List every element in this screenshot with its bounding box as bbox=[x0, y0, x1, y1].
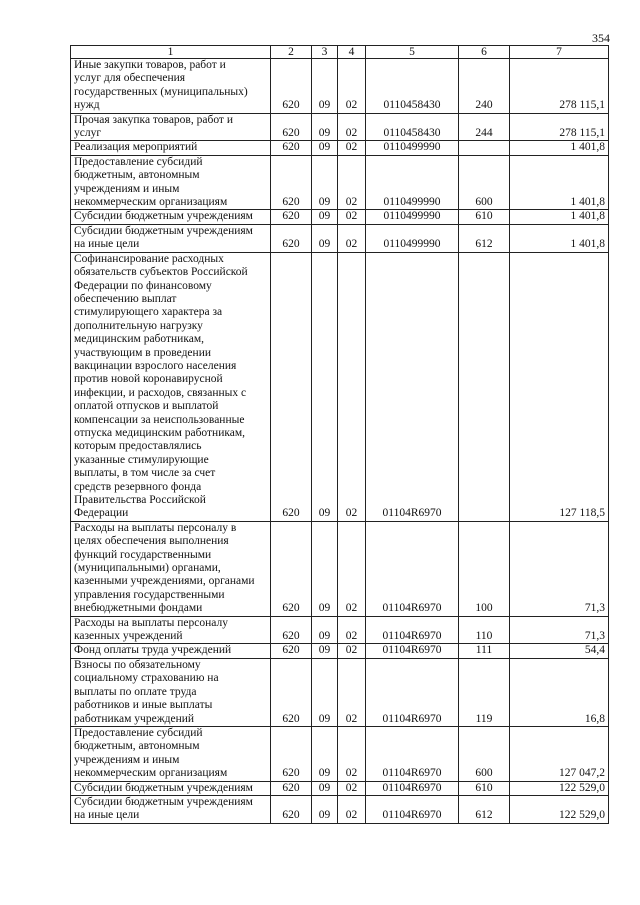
row-amount: 71,3 bbox=[510, 521, 609, 616]
row-grbs: 620 bbox=[271, 141, 312, 155]
row-section: 09 bbox=[312, 521, 338, 616]
row-expense-type bbox=[459, 141, 510, 155]
table-row bbox=[71, 252, 609, 521]
row-expense-type bbox=[459, 252, 510, 521]
table-row bbox=[71, 726, 609, 781]
row-target-code: 01104R6970 bbox=[366, 644, 459, 658]
column-header: 1 bbox=[71, 46, 271, 59]
row-expense-type: 610 bbox=[459, 210, 510, 224]
row-section: 09 bbox=[312, 224, 338, 252]
row-amount: 16,8 bbox=[510, 658, 609, 726]
row-expense-type: 100 bbox=[459, 521, 510, 616]
row-name: Реализация мероприятий bbox=[71, 141, 271, 155]
row-name: Предоставление субсидий бюджетным, автономным учреждениям и иным некоммерческим организациям bbox=[71, 155, 271, 210]
row-target-code: 0110499990 bbox=[366, 224, 459, 252]
row-expense-type: 612 bbox=[459, 795, 510, 823]
table-row bbox=[71, 616, 609, 644]
row-name: Фонд оплаты труда учреждений bbox=[71, 644, 271, 658]
row-target-code: 0110458430 bbox=[366, 113, 459, 141]
row-name: Софинансирование расходных обязательств субъектов Российской Федерации по финансовому обеспечению выплат стимулирующего характера за дополнительную нагрузку медицинским работникам, участвующим в проведении вакцинации взрослого населения против новой коронавирусной инфекции, и расходов, связанных с оплатой отпусков и выплатой компенсации за неиспользованные отпуска медицинским работникам, которым предоставлялись указанные стимулирующие выплаты, в том числе за счет средств резервного фонда Правительства Российской Федерации bbox=[71, 252, 271, 521]
budget-table bbox=[70, 45, 609, 824]
row-name: Взносы по обязательному социальному страхованию на выплаты по оплате труда работников и иные выплаты работникам учреждений bbox=[71, 658, 271, 726]
row-section: 09 bbox=[312, 795, 338, 823]
table-row bbox=[71, 781, 609, 795]
row-section: 09 bbox=[312, 644, 338, 658]
row-grbs: 620 bbox=[271, 795, 312, 823]
row-target-code: 0110458430 bbox=[366, 59, 459, 114]
row-subsection: 02 bbox=[338, 155, 366, 210]
row-section: 09 bbox=[312, 781, 338, 795]
row-target-code: 0110499990 bbox=[366, 210, 459, 224]
row-section: 09 bbox=[312, 59, 338, 114]
row-grbs: 620 bbox=[271, 252, 312, 521]
row-name: Прочая закупка товаров, работ и услуг bbox=[71, 113, 271, 141]
row-subsection: 02 bbox=[338, 59, 366, 114]
row-subsection: 02 bbox=[338, 795, 366, 823]
table-row bbox=[71, 658, 609, 726]
table-row bbox=[71, 521, 609, 616]
row-amount: 122 529,0 bbox=[510, 781, 609, 795]
row-grbs: 620 bbox=[271, 658, 312, 726]
table-row bbox=[71, 795, 609, 823]
page-number: 354 bbox=[592, 31, 610, 45]
row-name: Предоставление субсидий бюджетным, автономным учреждениям и иным некоммерческим организациям bbox=[71, 726, 271, 781]
row-expense-type: 119 bbox=[459, 658, 510, 726]
table-row bbox=[71, 113, 609, 141]
row-name: Субсидии бюджетным учреждениям bbox=[71, 210, 271, 224]
row-grbs: 620 bbox=[271, 59, 312, 114]
row-grbs: 620 bbox=[271, 726, 312, 781]
row-amount: 278 115,1 bbox=[510, 59, 609, 114]
row-section: 09 bbox=[312, 726, 338, 781]
row-amount: 127 118,5 bbox=[510, 252, 609, 521]
row-expense-type: 600 bbox=[459, 726, 510, 781]
row-grbs: 620 bbox=[271, 781, 312, 795]
row-section: 09 bbox=[312, 113, 338, 141]
row-expense-type: 240 bbox=[459, 59, 510, 114]
row-grbs: 620 bbox=[271, 521, 312, 616]
row-target-code: 01104R6970 bbox=[366, 781, 459, 795]
row-target-code: 01104R6970 bbox=[366, 252, 459, 521]
column-header: 5 bbox=[366, 46, 459, 59]
row-amount: 1 401,8 bbox=[510, 224, 609, 252]
row-name: Субсидии бюджетным учреждениям на иные цели bbox=[71, 795, 271, 823]
row-expense-type: 612 bbox=[459, 224, 510, 252]
row-grbs: 620 bbox=[271, 113, 312, 141]
row-subsection: 02 bbox=[338, 113, 366, 141]
table-row bbox=[71, 59, 609, 114]
table-row bbox=[71, 155, 609, 210]
row-amount: 127 047,2 bbox=[510, 726, 609, 781]
row-subsection: 02 bbox=[338, 644, 366, 658]
table-row bbox=[71, 644, 609, 658]
row-expense-type: 110 bbox=[459, 616, 510, 644]
column-header: 4 bbox=[338, 46, 366, 59]
row-subsection: 02 bbox=[338, 224, 366, 252]
row-grbs: 620 bbox=[271, 210, 312, 224]
row-target-code: 01104R6970 bbox=[366, 726, 459, 781]
table-header-row bbox=[71, 46, 609, 59]
row-target-code: 01104R6970 bbox=[366, 795, 459, 823]
row-target-code: 01104R6970 bbox=[366, 658, 459, 726]
column-header: 2 bbox=[271, 46, 312, 59]
table-row bbox=[71, 141, 609, 155]
column-header: 3 bbox=[312, 46, 338, 59]
row-subsection: 02 bbox=[338, 210, 366, 224]
row-subsection: 02 bbox=[338, 781, 366, 795]
table-row bbox=[71, 224, 609, 252]
row-target-code: 0110499990 bbox=[366, 141, 459, 155]
row-name: Расходы на выплаты персоналу казенных учреждений bbox=[71, 616, 271, 644]
row-subsection: 02 bbox=[338, 252, 366, 521]
row-amount: 1 401,8 bbox=[510, 210, 609, 224]
row-section: 09 bbox=[312, 141, 338, 155]
row-subsection: 02 bbox=[338, 141, 366, 155]
row-subsection: 02 bbox=[338, 726, 366, 781]
row-expense-type: 600 bbox=[459, 155, 510, 210]
row-grbs: 620 bbox=[271, 644, 312, 658]
row-section: 09 bbox=[312, 616, 338, 644]
row-grbs: 620 bbox=[271, 224, 312, 252]
row-subsection: 02 bbox=[338, 616, 366, 644]
row-grbs: 620 bbox=[271, 616, 312, 644]
row-section: 09 bbox=[312, 658, 338, 726]
row-section: 09 bbox=[312, 210, 338, 224]
row-target-code: 01104R6970 bbox=[366, 521, 459, 616]
row-amount: 278 115,1 bbox=[510, 113, 609, 141]
table-row bbox=[71, 210, 609, 224]
row-amount: 71,3 bbox=[510, 616, 609, 644]
row-name: Иные закупки товаров, работ и услуг для обеспечения государственных (муниципальных) нужд bbox=[71, 59, 271, 114]
row-amount: 54,4 bbox=[510, 644, 609, 658]
row-expense-type: 111 bbox=[459, 644, 510, 658]
row-amount: 122 529,0 bbox=[510, 795, 609, 823]
row-name: Субсидии бюджетным учреждениям bbox=[71, 781, 271, 795]
row-grbs: 620 bbox=[271, 155, 312, 210]
row-subsection: 02 bbox=[338, 521, 366, 616]
row-amount: 1 401,8 bbox=[510, 141, 609, 155]
row-target-code: 0110499990 bbox=[366, 155, 459, 210]
row-amount: 1 401,8 bbox=[510, 155, 609, 210]
row-name: Субсидии бюджетным учреждениям на иные цели bbox=[71, 224, 271, 252]
row-name: Расходы на выплаты персоналу в целях обеспечения выполнения функций государственными (муниципальными) органами, казенными учреждениями, органами управления государственными внебюджетными фондами bbox=[71, 521, 271, 616]
row-section: 09 bbox=[312, 252, 338, 521]
column-header: 7 bbox=[510, 46, 609, 59]
row-section: 09 bbox=[312, 155, 338, 210]
row-subsection: 02 bbox=[338, 658, 366, 726]
row-target-code: 01104R6970 bbox=[366, 616, 459, 644]
row-expense-type: 244 bbox=[459, 113, 510, 141]
column-header: 6 bbox=[459, 46, 510, 59]
row-expense-type: 610 bbox=[459, 781, 510, 795]
